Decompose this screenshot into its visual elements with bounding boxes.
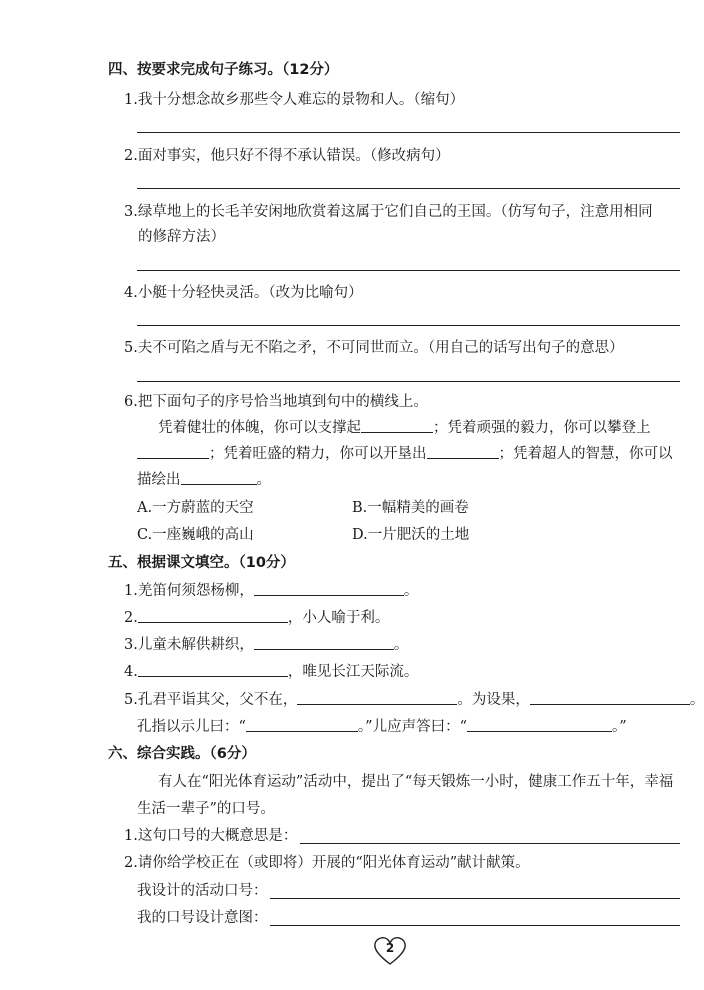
fill-2-blank[interactable] [138,608,288,623]
practice-paragraph-line1: 有人在“阳光体育运动”活动中，提出了“每天锻炼一小时，健康工作五十年，幸福 [158,774,674,790]
option-c: C.一座巍峨的高山 [137,527,254,543]
fill-5-blank-3[interactable] [246,717,358,732]
page-number: 2 [385,941,395,955]
section-5-title: 五、根据课文填空。（10分） [108,555,295,571]
q4-6-sentence-line2 [137,444,673,464]
option-d: D.一片肥沃的土地 [352,527,470,543]
slogan-intent-label: 我的口号设计意图： [137,910,268,926]
q4-2-text: 2.面对事实，他只好不得不承认错误。（修改病句） [124,148,450,164]
slogan-answer-line[interactable] [270,898,680,899]
section-6-title: 六、综合实践。（6分） [108,746,256,762]
q4-6-l2-part-a: ；凭着旺盛的精力，你可以开垦出 [209,446,427,462]
q4-5-answer-line[interactable] [137,381,680,382]
practice-q1-text: 1.这句口号的大概意思是： [124,828,298,844]
q4-6-sentence-line3 [137,470,271,490]
q4-3-answer-line[interactable] [137,270,680,271]
q4-6-blank-4[interactable] [181,470,257,485]
option-b: B.一幅精美的画卷 [352,500,469,516]
fill-3-prompt: 3.儿童未解供耕织， [124,637,254,653]
q4-6-text: 6.把下面句子的序号恰当地填到句中的横线上。 [124,394,428,410]
fill-3-end: 。 [393,637,409,653]
fill-4-prompt: ，唯见长江天际流。 [287,664,419,680]
q4-6-blank-2[interactable] [137,444,209,459]
section-4-title: 四、按要求完成句子练习。（12分） [108,62,339,78]
fill-5-prompt-b: 。为设果， [457,692,530,708]
slogan-intent-answer-line[interactable] [270,925,680,926]
fill-3 [124,635,408,655]
fill-1-end: 。 [403,583,419,599]
q4-1-text: 1.我十分想念故乡那些令人难忘的景物和人。（缩句） [124,92,465,108]
q4-6-l1-part-a: 凭着健壮的体魄，你可以支撑起 [158,420,361,436]
practice-q1-answer-line[interactable] [300,843,680,844]
q4-6-l2-part-b: ；凭着超人的智慧，你可以 [498,446,673,462]
fill-4 [124,662,418,682]
fill-5-line2 [137,717,627,737]
q4-6-l3-part-b: 。 [256,472,271,488]
fill-2 [124,608,389,628]
q4-4-text: 4.小艇十分轻快灵活。（改为比喻句） [124,285,363,301]
fill-5-blank-1[interactable] [297,690,457,705]
fill-2-prompt: ，小人喻于利。 [287,610,390,626]
fill-1-blank[interactable] [254,581,404,596]
q4-6-l1-part-b: ；凭着顽强的毅力，你可以攀登上 [433,420,651,436]
q4-1-answer-line[interactable] [137,132,680,133]
fill-2-number: 2. [124,610,138,626]
practice-paragraph-line2: 生活一辈子”的口号。 [137,801,275,817]
practice-q2-text: 2.请你给学校正在（或即将）开展的“阳光体育运动”献计献策。 [124,855,530,871]
q4-3-text-line2: 的修辞方法） [138,229,225,245]
fill-3-blank[interactable] [254,635,394,650]
q4-4-answer-line[interactable] [137,325,680,326]
fill-5-blank-2[interactable] [530,690,690,705]
q4-2-answer-line[interactable] [137,188,680,189]
slogan-label: 我设计的活动口号： [137,883,268,899]
fill-5-end: 。 [689,692,704,708]
q4-5-text: 5.夫不可陷之盾与无不陷之矛，不可同世而立。（用自己的话写出句子的意思） [124,340,624,356]
fill-4-number: 4. [124,664,138,680]
fill-5-prompt-c: 孔指以示儿曰：“ [137,719,246,735]
option-a: A.一方蔚蓝的天空 [137,500,254,516]
fill-1-prompt: 1.羌笛何须怨杨柳， [124,583,254,599]
q4-3-text-line1: 3.绿草地上的长毛羊安闲地欣赏着这属于它们自己的王国。（仿写句子，注意用相同 [124,204,653,220]
fill-5-prompt-d: 。”儿应声答曰：“ [357,719,467,735]
fill-5-end-2: 。” [612,719,627,735]
q4-6-blank-1[interactable] [361,418,433,433]
q4-6-sentence-line1 [158,418,651,438]
fill-5-blank-4[interactable] [467,717,612,732]
fill-5-prompt-a: 5.孔君平诣其父，父不在， [124,692,298,708]
fill-5-line1 [124,690,704,710]
fill-4-blank[interactable] [138,662,288,677]
q4-6-blank-3[interactable] [427,444,499,459]
q4-6-l3-part-a: 描绘出 [137,472,181,488]
fill-1 [124,581,418,601]
